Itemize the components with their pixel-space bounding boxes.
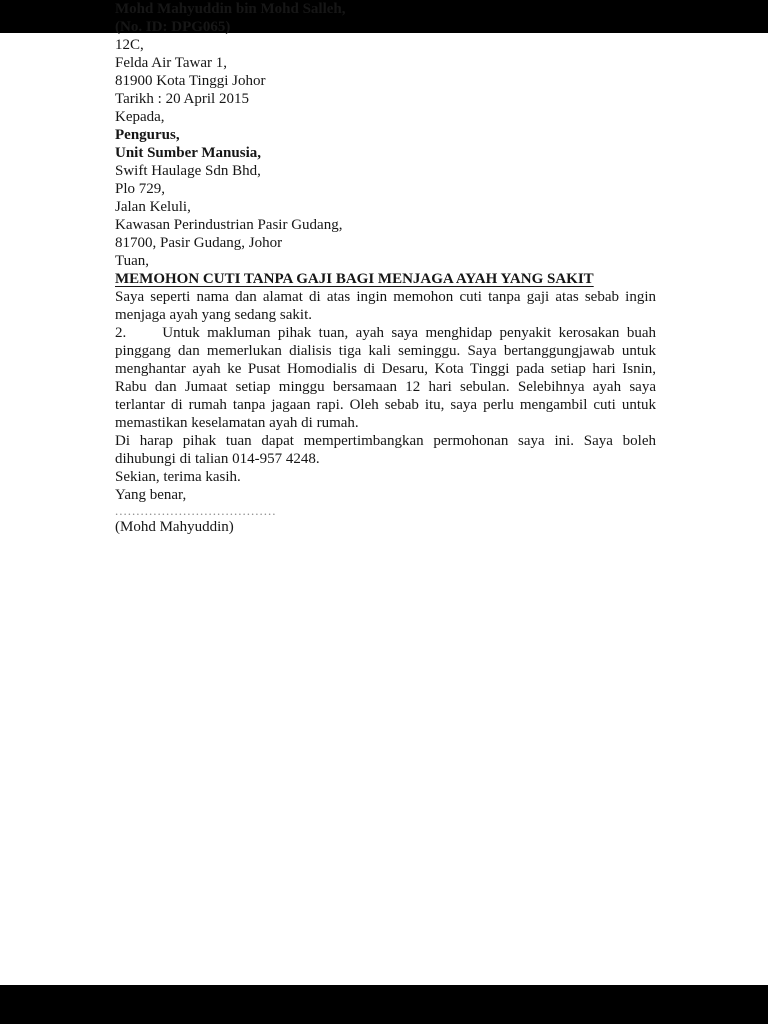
signature-dotted-line: ...................................... xyxy=(115,503,277,518)
paragraph-2-number: 2. xyxy=(115,325,127,341)
sender-address-line: Felda Air Tawar 1, xyxy=(115,55,227,71)
recipient-title: Pengurus, xyxy=(115,127,180,143)
sender-id: (No. ID: DPG065) xyxy=(115,19,231,35)
recipient-address-line: 81700, Pasir Gudang, Johor xyxy=(115,235,283,251)
letter-body xyxy=(115,0,656,536)
paragraph-2-text: Untuk makluman pihak tuan, ayah saya menghidap penyakit kerosakan buah pinggang dan memerlukan dialisis tiga kali seminggu. Saya bertanggungjawab untuk menghantar ayah ke Pusat Homodialis di Desaru, Kota Tinggi pada setiap hari Isnin, Rabu dan Jumaat setiap minggu bersamaan 12 hari sebulan. Selebihnya ayah saya terlantar di rumah tanpa jagaan rapi. Oleh sebab itu, saya perlu mengambil cuti untuk memastikan keselamatan ayah di rumah. xyxy=(115,325,656,431)
paragraph-2 xyxy=(115,324,656,432)
closing-thanks: Sekian, terima kasih. xyxy=(115,469,241,485)
date-line: Tarikh : 20 April 2015 xyxy=(115,91,249,107)
subject-line xyxy=(115,270,656,288)
recipient-intro: Kepada, xyxy=(115,109,165,125)
sender-address-line: 81900 Kota Tinggi Johor xyxy=(115,73,266,89)
recipient-address-line: Swift Haulage Sdn Bhd, xyxy=(115,163,261,179)
recipient-address-line: Plo 729, xyxy=(115,181,166,197)
bottom-letterbox-bar xyxy=(0,985,768,1024)
sign-off: Yang benar, xyxy=(115,487,187,503)
salutation: Tuan, xyxy=(115,253,150,269)
sender-address-line: 12C, xyxy=(115,37,144,53)
recipient-department: Unit Sumber Manusia, xyxy=(115,145,262,161)
sender-name: Mohd Mahyuddin bin Mohd Salleh, xyxy=(115,1,346,17)
recipient-address-line: Jalan Keluli, xyxy=(115,199,191,215)
signature-name: (Mohd Mahyuddin) xyxy=(115,519,234,535)
paragraph-1: Saya seperti nama dan alamat di atas ingin memohon cuti tanpa gaji atas sebab ingin menjaga ayah yang sedang sakit. xyxy=(115,289,656,323)
paragraph-3: Di harap pihak tuan dapat mempertimbangkan permohonan saya ini. Saya boleh dihubungi di talian 014-957 4248. xyxy=(115,433,656,467)
sender-address-block xyxy=(115,0,656,90)
recipient-address-line: Kawasan Perindustrian Pasir Gudang, xyxy=(115,217,343,233)
recipient-address-block xyxy=(115,108,656,252)
subject-text: MEMOHON CUTI TANPA GAJI BAGI MENJAGA AYAH YANG SAKIT xyxy=(115,271,594,287)
